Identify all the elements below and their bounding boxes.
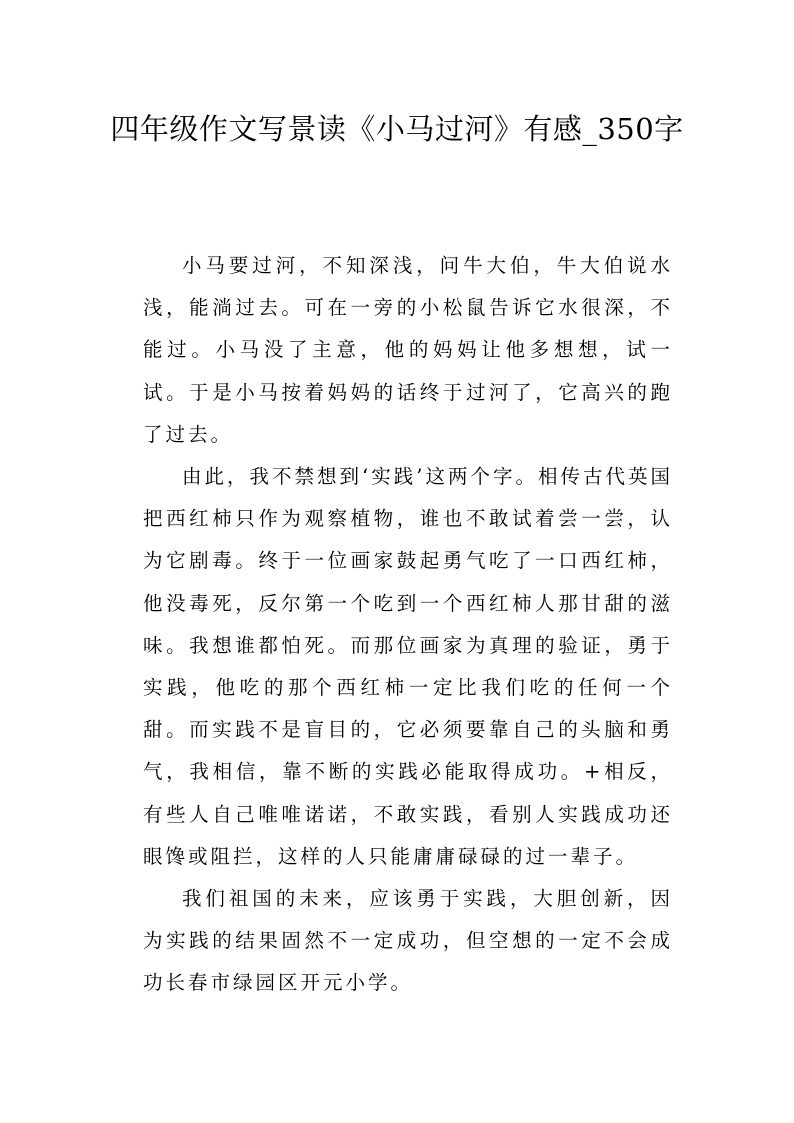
paragraph-2: 由此，我不禁想到‘实践’这两个字。相传古代英国把西红柿只作为观察植物，谁也不敢试着尝一尝，认为它剧毒。终于一位画家鼓起勇气吃了一口西红柿，他没毒死，反尔第一个吃到一个西红柿人那甘甜的滋味。我想谁都怕死。而那位画家为真理的验证，勇于实践，他吃的那个西红柿一定比我们吃的任何一个甜。而实践不是盲目的，它必须要靠自己的头脑和勇气，我相信，靠不断的实践必能取得成功。+相反，有些人自己唯唯诺诺，不敢实践，看别人实践成功还眼馋或阻拦，这样的人只能庸庸碌碌的过一辈子。 <box>143 465 673 868</box>
document-title: 四年级作文写景读《小马过河》有感_350字 <box>110 112 684 146</box>
paragraph-3: 我们祖国的未来，应该勇于实践，大胆创新，因为实践的结果固然不一定成功，但空想的一定不会成功长春市绿园区开元小学。 <box>143 887 673 995</box>
document-body <box>143 245 673 1005</box>
paragraph-1: 小马要过河，不知深浅，问牛大伯，牛大伯说水浅，能淌过去。可在一旁的小松鼠告诉它水很深，不能过。小马没了主意，他的妈妈让他多想想，试一试。于是小马按着妈妈的话终于过河了，它高兴的跑了过去。 <box>143 254 673 446</box>
